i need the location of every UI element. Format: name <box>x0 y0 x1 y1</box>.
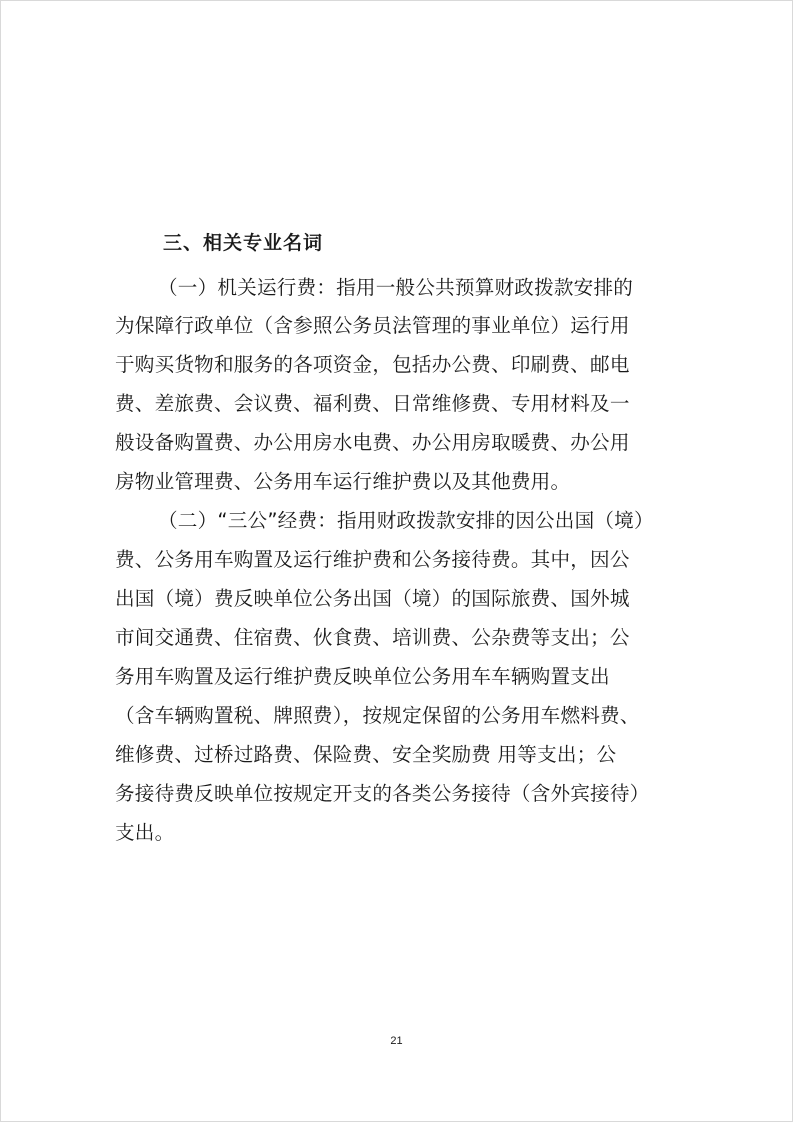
paragraph-line: 支出。 <box>115 821 175 844</box>
paragraph-line: 务用车购置及运行维护费反映单位公务用车车辆购置支出 <box>115 665 610 688</box>
paragraph-line: 费、公务用车购置及运行维护费和公务接待费。其中，因公 <box>115 548 630 571</box>
paragraph-line: 出国（境）费反映单位公务出国（境）的国际旅费、国外城 <box>115 587 630 610</box>
paragraph-line: 于购买货物和服务的各项资金，包括办公费、印刷费、邮电 <box>115 353 630 376</box>
paragraph-line: （一）机关运行费：指用一般公共预算财政拨款安排的 <box>158 276 634 299</box>
page-number: 21 <box>390 1035 403 1047</box>
paragraph-line: 费、差旅费、会议费、福利费、日常维修费、专用材料及一 <box>115 392 630 415</box>
paragraph-line: （二）“三公”经费：指用财政拨款安排的因公出国（境） <box>158 509 654 532</box>
paragraph-line: 市间交通费、住宿费、伙食费、培训费、公杂费等支出；公 <box>115 626 630 649</box>
paragraph-line: 般设备购置费、办公用房水电费、办公用房取暖费、办公用 <box>115 431 630 454</box>
paragraph-line: 维修费、过桥过路费、保险费、安全奖励费 用等支出；公 <box>115 743 617 766</box>
paragraph-line: （含车辆购置税、牌照费），按规定保留的公务用车燃料费、 <box>115 704 640 727</box>
section-heading: 三、相关专业名词 <box>163 232 324 254</box>
paragraph-line: 房物业管理费、公务用车运行维护费以及其他费用。 <box>115 470 571 493</box>
paragraph-line: 为保障行政单位（含参照公务员法管理的事业单位）运行用 <box>115 314 630 337</box>
paragraph-line: 务接待费反映单位按规定开支的各类公务接待（含外宾接待） <box>115 782 650 805</box>
